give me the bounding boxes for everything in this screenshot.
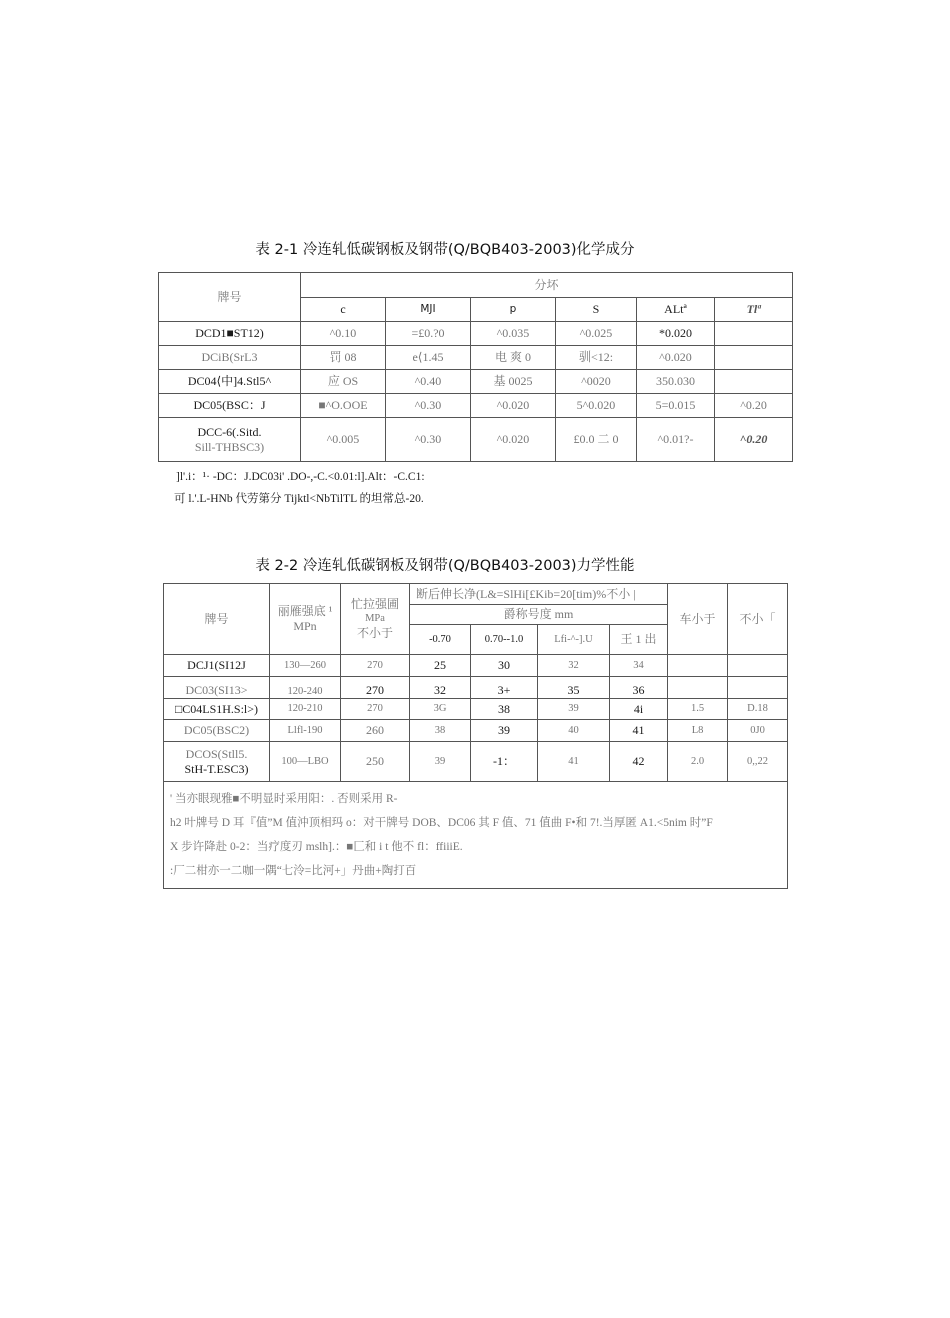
header-thickness-2: 0.70--1.0 — [471, 625, 538, 655]
header-yield-strength — [270, 584, 341, 655]
table-row — [159, 370, 793, 394]
cell-c: ^0.005 — [301, 418, 386, 462]
cell-alt: ^0.01?- — [637, 418, 715, 462]
cell-brand-line1: DCC-6(.Sitd. — [197, 424, 262, 439]
cell-c: ■^O.OOE — [301, 394, 386, 418]
cell-elong-2: 39 — [471, 720, 538, 742]
cell-r: L8 — [668, 720, 728, 742]
table2-notes — [164, 782, 788, 889]
cell-n: 0J0 — [728, 720, 788, 742]
cell-mn: e⟨1.45 — [386, 346, 471, 370]
table-row — [159, 418, 793, 462]
cell-yield: 120-240 — [270, 677, 341, 699]
cell-brand — [159, 418, 301, 462]
cell-s: ^0020 — [556, 370, 637, 394]
table-row — [164, 677, 788, 699]
cell-elong-1: 38 — [410, 720, 471, 742]
cell-elong-1: 3G — [410, 699, 471, 720]
cell-brand: □C04LS1H.S:l>) — [164, 699, 270, 720]
table-row — [159, 322, 793, 346]
cell-ti — [715, 370, 793, 394]
chemical-composition-table — [158, 272, 793, 462]
cell-yield: 100—LBO — [270, 742, 341, 782]
header-col-mn: MJI — [386, 298, 471, 322]
cell-brand: DCiB(SrL3 — [159, 346, 301, 370]
cell-brand — [164, 742, 270, 782]
cell-brand-line2: Sill-THBSC3) — [194, 439, 265, 454]
cell-c: 应 OS — [301, 370, 386, 394]
header-brand: 牌号 — [159, 273, 301, 322]
cell-p: ^0.035 — [471, 322, 556, 346]
header-brand: 牌号 — [164, 584, 270, 655]
cell-alt: ^0.020 — [637, 346, 715, 370]
cell-yield: 120-210 — [270, 699, 341, 720]
cell-r: 2.0 — [668, 742, 728, 782]
note-line-3: X 步许降赴 0-2：当疗度刃 mslh].：■匚和 i t 他不 fl：ffiiiE. — [170, 841, 463, 853]
table1-title: 表 2-1 冷连轧低碳钢板及钢带(Q/BQB403-2003)化学成分 — [255, 242, 635, 258]
header-n-value: 不小「 — [728, 584, 788, 655]
cell-n — [728, 677, 788, 699]
cell-elong-4: 41 — [610, 720, 668, 742]
cell-p: ^0.020 — [471, 394, 556, 418]
cell-r — [668, 677, 728, 699]
cell-elong-1: 32 — [410, 677, 471, 699]
cell-mn: ^0.30 — [386, 394, 471, 418]
cell-yield: Llfl-190 — [270, 720, 341, 742]
cell-brand: DC05(BSC2) — [164, 720, 270, 742]
header-composition-group: 分坏 — [301, 273, 793, 298]
cell-mn: ^0.30 — [386, 418, 471, 462]
cell-tensile: 260 — [341, 720, 410, 742]
notes-row — [164, 782, 788, 889]
cell-c: 罚 08 — [301, 346, 386, 370]
cell-elong-4: 42 — [610, 742, 668, 782]
cell-mn: =£0.?0 — [386, 322, 471, 346]
mechanical-properties-table — [163, 583, 788, 889]
cell-yield: 130—260 — [270, 655, 341, 677]
header-col-alt: ALtª — [637, 298, 715, 322]
note-line-4: :厂二柑亦一二咖一隅“七泠=比河+」丹曲+陶打百 — [170, 865, 417, 877]
table1-footnote-1: ]l'.i：¹· -DC：J.DC03i' .DO-,-C.<0.01:l].Alt：-C.C1: — [176, 471, 425, 483]
header-yield-line1: 丽雁强底 ¹ — [277, 604, 333, 618]
cell-elong-2: 30 — [471, 655, 538, 677]
header-tensile-line3: 不小于 — [356, 625, 393, 640]
cell-elong-3: 35 — [538, 677, 610, 699]
header-elongation-group: 断后伸长净(L&=SlHi[£Kib=20[tim)%不小 | — [410, 584, 668, 605]
cell-p: ^0.020 — [471, 418, 556, 462]
cell-p: 基 0025 — [471, 370, 556, 394]
cell-elong-2: 3+ — [471, 677, 538, 699]
cell-s: ^0.025 — [556, 322, 637, 346]
header-tensile-line1: 忙拉强圃 — [350, 597, 399, 612]
cell-mn: ^0.40 — [386, 370, 471, 394]
header-tensile-strength — [341, 584, 410, 655]
cell-s: 5^0.020 — [556, 394, 637, 418]
cell-brand: DCJ1(SI12J — [164, 655, 270, 677]
cell-elong-3: 41 — [538, 742, 610, 782]
cell-s: £0.0 二 0 — [556, 418, 637, 462]
table-row — [164, 655, 788, 677]
cell-elong-3: 39 — [538, 699, 610, 720]
cell-alt: 5=0.015 — [637, 394, 715, 418]
cell-elong-1: 25 — [410, 655, 471, 677]
cell-r: 1.5 — [668, 699, 728, 720]
cell-brand-line2: StH-T.ESC3) — [184, 761, 249, 776]
cell-elong-3: 32 — [538, 655, 610, 677]
cell-elong-4: 34 — [610, 655, 668, 677]
header-r-value: 车小于 — [668, 584, 728, 655]
header-elongation-sub: 爵称号度 mm — [410, 605, 668, 625]
note-line-2: h2 叶牌号 D 耳『值”M 值沖顶相玛 o：对干牌号 DOB、DC06 其 F 值、71 值曲 F•和 7!.当厚匿 A1.<5nim 时”F — [170, 817, 713, 829]
header-thickness-4: 王 1 出 — [610, 625, 668, 655]
cell-brand: DCD1■ST12) — [159, 322, 301, 346]
cell-elong-2: -1： — [471, 742, 538, 782]
cell-brand: DC05(BSC：J — [159, 394, 301, 418]
header-thickness-1: -0.70 — [410, 625, 471, 655]
header-col-ti: Tlª — [715, 298, 793, 322]
table1-footnote-2: 可 l.'.L-HNb 代劳第分 Tijktl<NbTilTL 的坦常总-20. — [174, 493, 424, 505]
cell-p: 电 爽 0 — [471, 346, 556, 370]
cell-s: 驯<12: — [556, 346, 637, 370]
cell-brand-line1: DCOS(Stll5. — [185, 746, 248, 761]
table2-title: 表 2-2 冷连轧低碳钢板及钢带(Q/BQB403-2003)力学性能 — [255, 558, 635, 574]
header-col-c: c — [301, 298, 386, 322]
table-row — [164, 720, 788, 742]
cell-ti — [715, 346, 793, 370]
header-tensile-line2: MPa — [365, 613, 385, 625]
cell-ti: ^0.20 — [715, 418, 793, 462]
cell-c: ^0.10 — [301, 322, 386, 346]
header-yield-line2: MPn — [293, 619, 317, 633]
cell-n: D.18 — [728, 699, 788, 720]
cell-r — [668, 655, 728, 677]
table-row — [164, 699, 788, 720]
cell-brand: DC04⟨中]4.Stl5^ — [159, 370, 301, 394]
table-row — [159, 394, 793, 418]
cell-brand: DC03(SI13> — [164, 677, 270, 699]
cell-ti — [715, 322, 793, 346]
cell-n: 0,,22 — [728, 742, 788, 782]
cell-elong-4: 36 — [610, 677, 668, 699]
header-col-p: p — [471, 298, 556, 322]
cell-alt: *0.020 — [637, 322, 715, 346]
cell-elong-1: 39 — [410, 742, 471, 782]
table-row — [164, 742, 788, 782]
cell-tensile: 270 — [341, 677, 410, 699]
cell-tensile: 250 — [341, 742, 410, 782]
cell-elong-3: 40 — [538, 720, 610, 742]
cell-alt: 350.030 — [637, 370, 715, 394]
header-thickness-3: Lfi-^-].U — [538, 625, 610, 655]
cell-ti: ^0.20 — [715, 394, 793, 418]
cell-n — [728, 655, 788, 677]
header-col-s: S — [556, 298, 637, 322]
cell-elong-2: 38 — [471, 699, 538, 720]
table-row — [159, 346, 793, 370]
note-line-1: ' 当亦眼现雅■不明显时采用阳：. 否则采用 R- — [170, 793, 398, 805]
cell-elong-4: 4i — [610, 699, 668, 720]
cell-tensile: 270 — [341, 655, 410, 677]
cell-tensile: 270 — [341, 699, 410, 720]
